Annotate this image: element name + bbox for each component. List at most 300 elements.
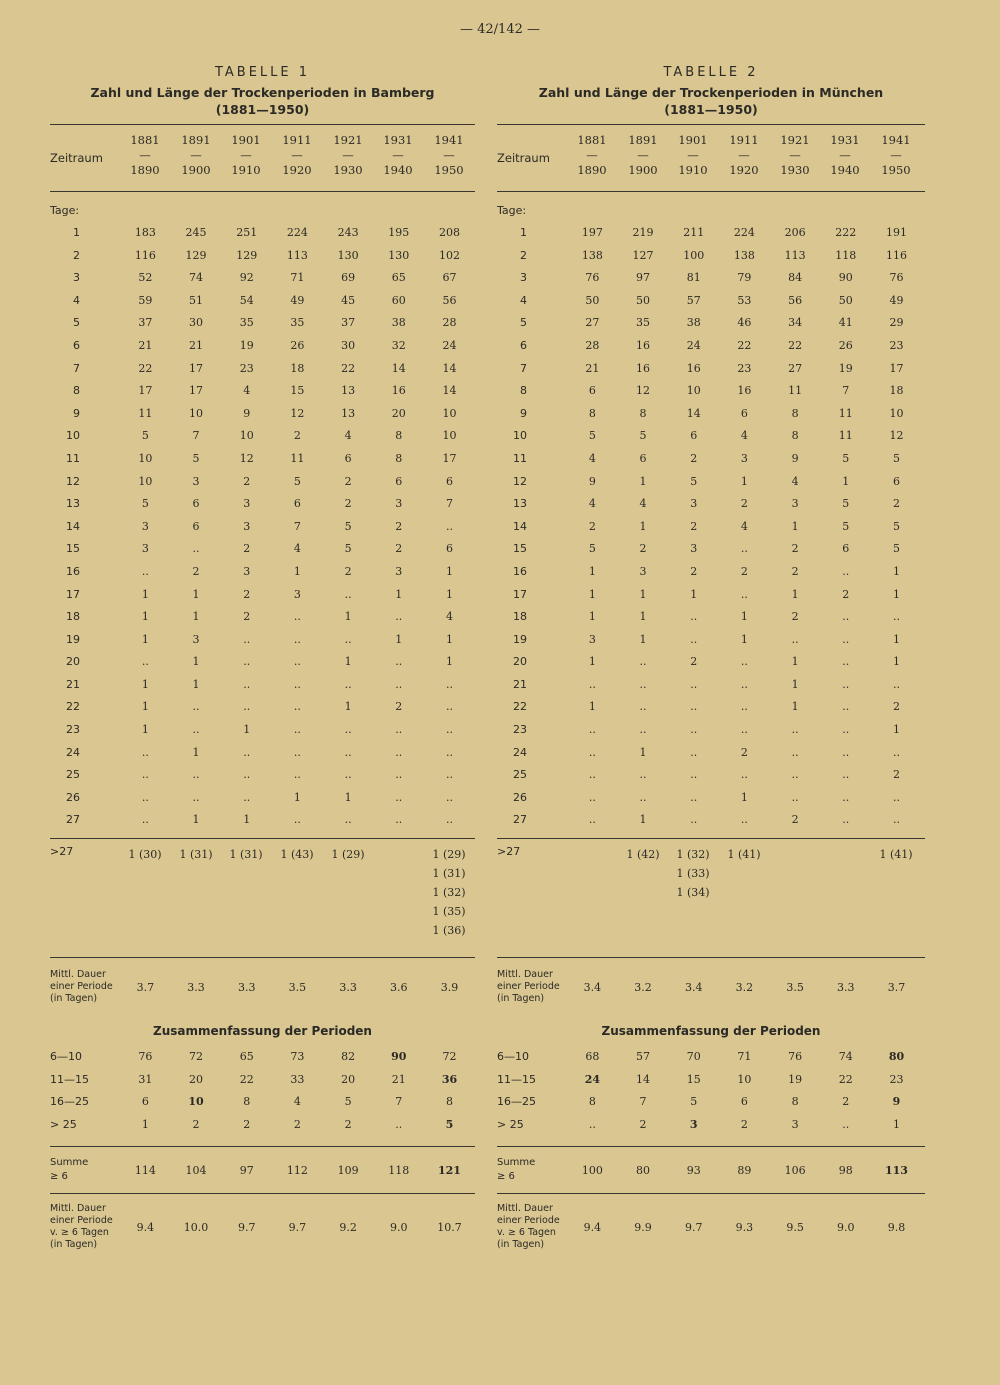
summary-value: 24 bbox=[584, 1072, 600, 1086]
row-count: .. bbox=[445, 768, 453, 782]
table-row bbox=[50, 425, 475, 448]
row-count: 5 bbox=[192, 451, 200, 465]
row-count: 3 bbox=[141, 519, 149, 533]
period-1901 bbox=[220, 133, 272, 178]
period-end: 1940 bbox=[383, 163, 413, 177]
gt27-label: >27 bbox=[497, 845, 521, 859]
mittl2-value: 9.4 bbox=[136, 1220, 155, 1234]
row-days: 8 bbox=[520, 384, 527, 398]
row-count: 1 bbox=[842, 474, 850, 488]
table-title bbox=[497, 84, 925, 124]
row-count: 2 bbox=[243, 474, 251, 488]
title-line-1: Zahl und Länge der Trockenperioden in München bbox=[538, 85, 884, 100]
row-count: 2 bbox=[690, 519, 698, 533]
summe-value: 106 bbox=[784, 1163, 806, 1177]
row-count: 7 bbox=[192, 429, 200, 443]
row-count: .. bbox=[445, 677, 453, 691]
row-count: 116 bbox=[134, 248, 156, 262]
zusammenfassung-title: Zusammenfassung der Perioden bbox=[601, 1024, 821, 1039]
tage-label: Tage: bbox=[497, 204, 527, 217]
summe-value: 118 bbox=[388, 1163, 410, 1177]
row-count: .. bbox=[690, 677, 698, 691]
row-count: 38 bbox=[686, 316, 701, 330]
row-count: 1 bbox=[740, 610, 748, 624]
row-count: .. bbox=[892, 745, 900, 759]
row-count: 1 bbox=[791, 587, 799, 601]
row-days: 16 bbox=[513, 564, 527, 578]
mittl-value: 3.4 bbox=[684, 980, 703, 994]
period-end: 1950 bbox=[881, 163, 911, 177]
row-count: 21 bbox=[138, 338, 153, 352]
row-count: 197 bbox=[581, 226, 603, 239]
summary-row bbox=[497, 1091, 925, 1114]
row-count: 7 bbox=[445, 497, 453, 511]
table-row bbox=[50, 471, 475, 494]
mittl-dauer-row bbox=[497, 958, 925, 1016]
gt27-entry: 1 (29) bbox=[331, 848, 365, 862]
row-count: 2 bbox=[740, 564, 748, 578]
row-count: .. bbox=[639, 700, 647, 714]
row-count: 2 bbox=[344, 564, 352, 578]
summary-value: 21 bbox=[391, 1072, 406, 1086]
mittl-value: 3.5 bbox=[786, 980, 804, 994]
summary-value: 76 bbox=[788, 1050, 803, 1064]
summary-value: 80 bbox=[888, 1050, 905, 1064]
title-line-2: (1881—1950) bbox=[664, 102, 758, 117]
row-count: 81 bbox=[686, 271, 701, 285]
period-start: 1921 bbox=[333, 133, 363, 147]
row-count: 2 bbox=[791, 813, 799, 827]
period-dash: — bbox=[687, 148, 699, 162]
row-count: 2 bbox=[892, 497, 900, 511]
table-row bbox=[50, 584, 475, 607]
gt27-entry: 1 (30) bbox=[128, 848, 162, 862]
row-count: 21 bbox=[189, 338, 204, 352]
row-days: 23 bbox=[513, 723, 527, 737]
row-count: .. bbox=[791, 632, 799, 646]
row-count: .. bbox=[842, 632, 850, 646]
mittl-value: 3.2 bbox=[735, 980, 754, 994]
mittl2-value: 9.8 bbox=[887, 1220, 906, 1234]
table-row bbox=[50, 290, 475, 313]
row-count: 130 bbox=[388, 248, 410, 262]
mittl-value: 3.3 bbox=[339, 980, 357, 994]
row-count: 1 bbox=[639, 813, 647, 827]
period-dash: — bbox=[392, 148, 404, 162]
row-count: 4 bbox=[445, 610, 453, 624]
row-count: .. bbox=[690, 745, 698, 759]
row-count: 30 bbox=[341, 338, 356, 352]
mittl-value: 3.3 bbox=[237, 980, 256, 994]
table-row bbox=[50, 516, 475, 539]
summary-range: 11—15 bbox=[497, 1072, 536, 1086]
row-days: 10 bbox=[513, 429, 527, 443]
mittl2-label-line: v. ≥ 6 Tagen bbox=[50, 1227, 109, 1239]
row-count: .. bbox=[588, 790, 596, 804]
summe-value: 114 bbox=[134, 1163, 156, 1177]
row-count: 2 bbox=[690, 564, 698, 578]
row-count: 222 bbox=[835, 226, 857, 239]
summe-label bbox=[50, 1156, 120, 1184]
row-count: .. bbox=[141, 745, 149, 759]
table-row bbox=[497, 696, 925, 719]
row-count: 5 bbox=[892, 451, 900, 465]
gt27-entry: 1 (36) bbox=[432, 924, 466, 938]
row-count: 5 bbox=[141, 429, 149, 443]
row-count: 11 bbox=[838, 429, 853, 443]
row-count: .. bbox=[293, 813, 301, 827]
row-count: 1 bbox=[588, 655, 596, 669]
row-count: .. bbox=[293, 655, 301, 669]
row-count: 1 bbox=[141, 587, 149, 601]
row-count: 76 bbox=[889, 271, 904, 285]
table-row bbox=[50, 245, 475, 268]
gt27-block bbox=[497, 839, 925, 957]
mittl2-value: 9.5 bbox=[786, 1220, 804, 1234]
mittl-dauer-6-row bbox=[497, 1194, 925, 1260]
row-days: 11 bbox=[513, 451, 527, 465]
row-count: 1 bbox=[690, 587, 698, 601]
period-1911 bbox=[271, 133, 323, 178]
row-count: .. bbox=[740, 813, 748, 827]
row-count: 5 bbox=[842, 519, 850, 533]
row-days: 21 bbox=[513, 677, 527, 691]
mittl2-value: 9.0 bbox=[837, 1220, 855, 1234]
row-count: 1 bbox=[639, 610, 647, 624]
summary-range: 11—15 bbox=[50, 1072, 89, 1086]
row-count: .. bbox=[842, 790, 850, 804]
row-count: .. bbox=[690, 813, 698, 827]
gt27-entry: 1 (29) bbox=[432, 848, 466, 862]
row-count: 7 bbox=[842, 384, 850, 398]
table-row bbox=[497, 290, 925, 313]
table-row bbox=[497, 335, 925, 358]
table-row bbox=[497, 742, 925, 765]
mittl-value: 3.7 bbox=[887, 980, 906, 994]
row-count: .. bbox=[690, 632, 698, 646]
row-count: 6 bbox=[639, 451, 647, 465]
row-days: 22 bbox=[513, 700, 527, 714]
table-row bbox=[50, 222, 475, 245]
row-count: 3 bbox=[588, 632, 596, 646]
row-days: 17 bbox=[66, 587, 80, 601]
row-count: 10 bbox=[442, 429, 457, 443]
row-count: 1 bbox=[639, 632, 647, 646]
row-count: .. bbox=[243, 790, 251, 804]
row-count: .. bbox=[892, 610, 900, 624]
row-count: 1 bbox=[445, 587, 453, 601]
row-days: 26 bbox=[66, 790, 80, 804]
row-count: 16 bbox=[737, 384, 752, 398]
summary-value: 74 bbox=[838, 1050, 853, 1064]
table-row bbox=[497, 787, 925, 810]
summary-value: 31 bbox=[138, 1072, 153, 1086]
mittl2-value: 10.7 bbox=[437, 1220, 462, 1234]
gt27-entry: 1 (31) bbox=[179, 848, 213, 862]
row-count: 1 bbox=[892, 655, 900, 669]
summary-value: 22 bbox=[239, 1072, 254, 1086]
mittl-label-line: (in Tagen) bbox=[497, 993, 545, 1005]
row-count: .. bbox=[842, 677, 850, 691]
summe-value: 112 bbox=[286, 1163, 308, 1177]
row-days: 19 bbox=[513, 632, 527, 646]
row-count: .. bbox=[192, 768, 200, 782]
period-end: 1950 bbox=[434, 163, 464, 177]
summary-value: 76 bbox=[138, 1050, 153, 1064]
row-count: 6 bbox=[740, 406, 748, 420]
row-count: 11 bbox=[788, 384, 803, 398]
row-count: .. bbox=[293, 745, 301, 759]
summary-value: 2 bbox=[192, 1117, 200, 1131]
row-count: 65 bbox=[391, 271, 406, 285]
row-count: .. bbox=[588, 723, 596, 737]
table-label: TABELLE 2 bbox=[663, 65, 759, 80]
summary-row bbox=[50, 1114, 475, 1137]
period-start: 1891 bbox=[181, 133, 211, 147]
row-count: 10 bbox=[686, 384, 701, 398]
mittl-value: 3.5 bbox=[288, 980, 307, 994]
summary-value: 3 bbox=[689, 1117, 698, 1131]
row-count: 2 bbox=[192, 564, 200, 578]
row-count: .. bbox=[842, 768, 850, 782]
summary-value: 1 bbox=[141, 1117, 149, 1131]
summary-value: 90 bbox=[391, 1050, 407, 1064]
period-start: 1881 bbox=[577, 133, 607, 147]
mittl-dauer-6-row bbox=[50, 1194, 475, 1260]
period-dash: — bbox=[738, 148, 750, 162]
row-count: 219 bbox=[632, 226, 654, 239]
row-count: 6 bbox=[344, 451, 352, 465]
row-count: 6 bbox=[192, 497, 200, 511]
row-count: 24 bbox=[442, 338, 457, 352]
mittl2-label-line: v. ≥ 6 Tagen bbox=[497, 1227, 556, 1239]
summary-value: 9 bbox=[892, 1095, 901, 1109]
table-row bbox=[50, 561, 475, 584]
summe-label-line: ≥ 6 bbox=[50, 1171, 68, 1183]
row-count: 5 bbox=[588, 542, 596, 556]
mittl-value: 3.4 bbox=[583, 980, 602, 994]
row-count: 10 bbox=[239, 429, 254, 443]
mittl2-label-line: (in Tagen) bbox=[50, 1239, 98, 1251]
row-count: .. bbox=[344, 632, 352, 646]
row-count: .. bbox=[293, 677, 301, 691]
row-count: 2 bbox=[892, 700, 900, 714]
row-days: 2 bbox=[73, 248, 80, 262]
summary-range: 6—10 bbox=[50, 1050, 82, 1064]
gt27-entry: 1 (34) bbox=[676, 886, 710, 900]
row-count: .. bbox=[293, 768, 301, 782]
row-count: 35 bbox=[290, 316, 305, 330]
period-1911 bbox=[718, 133, 770, 178]
period-dash: — bbox=[240, 148, 252, 162]
gt27-block bbox=[50, 839, 475, 957]
row-count: 4 bbox=[344, 429, 352, 443]
row-count: 26 bbox=[838, 338, 853, 352]
table-row bbox=[50, 629, 475, 652]
row-count: 1 bbox=[639, 745, 647, 759]
summary-value: 2 bbox=[344, 1117, 352, 1131]
row-count: 1 bbox=[141, 632, 149, 646]
row-count: 50 bbox=[585, 293, 600, 307]
row-days: 15 bbox=[513, 542, 527, 556]
row-count: 8 bbox=[791, 429, 799, 443]
summary-value: 20 bbox=[341, 1072, 356, 1086]
row-count: 2 bbox=[892, 768, 900, 782]
row-days: 22 bbox=[66, 700, 80, 714]
row-count: 4 bbox=[293, 542, 301, 556]
row-count: 3 bbox=[740, 451, 748, 465]
row-count: .. bbox=[842, 655, 850, 669]
period-start: 1911 bbox=[729, 133, 759, 147]
table-row bbox=[497, 471, 925, 494]
table-row bbox=[50, 674, 475, 697]
row-count: .. bbox=[192, 723, 200, 737]
row-count: 1 bbox=[791, 677, 799, 691]
summary-value: 8 bbox=[243, 1095, 251, 1109]
period-1891 bbox=[170, 133, 222, 178]
summary-value: 82 bbox=[341, 1050, 356, 1064]
summary-value: 72 bbox=[442, 1050, 457, 1064]
row-count: 52 bbox=[138, 271, 153, 285]
row-days: 14 bbox=[66, 519, 80, 533]
row-days: 7 bbox=[520, 361, 527, 375]
summary-value: 2 bbox=[293, 1117, 301, 1131]
row-days: 18 bbox=[66, 610, 80, 624]
row-count: .. bbox=[842, 723, 850, 737]
row-count: 59 bbox=[138, 293, 153, 307]
table-row bbox=[50, 335, 475, 358]
row-count: .. bbox=[445, 790, 453, 804]
row-count: .. bbox=[445, 519, 453, 533]
row-count: .. bbox=[344, 745, 352, 759]
row-count: 2 bbox=[395, 519, 403, 533]
row-count: 17 bbox=[889, 361, 904, 375]
summe-value: 100 bbox=[581, 1163, 603, 1177]
row-count: .. bbox=[395, 723, 403, 737]
mittl2-label-line: (in Tagen) bbox=[497, 1239, 545, 1251]
table-row bbox=[50, 696, 475, 719]
row-count: .. bbox=[842, 700, 850, 714]
summary-value: 2 bbox=[639, 1117, 647, 1131]
row-count: 3 bbox=[243, 497, 251, 511]
table-row bbox=[497, 606, 925, 629]
row-count: 1 bbox=[740, 790, 748, 804]
row-days: 5 bbox=[520, 316, 527, 330]
row-count: 32 bbox=[391, 338, 406, 352]
row-count: 208 bbox=[438, 226, 460, 239]
row-count: .. bbox=[791, 768, 799, 782]
row-count: 46 bbox=[737, 316, 752, 330]
gt27-entry: 1 (41) bbox=[727, 848, 761, 862]
row-count: 1 bbox=[243, 723, 251, 737]
summe-value: 121 bbox=[437, 1163, 461, 1177]
row-count: 41 bbox=[838, 316, 853, 330]
column-header bbox=[497, 125, 925, 191]
row-count: 206 bbox=[784, 226, 806, 239]
summary-range: 16—25 bbox=[50, 1095, 89, 1109]
row-count: 50 bbox=[838, 293, 853, 307]
row-count: 1 bbox=[791, 655, 799, 669]
row-count: 5 bbox=[892, 519, 900, 533]
row-count: 1 bbox=[892, 587, 900, 601]
row-days: 15 bbox=[66, 542, 80, 556]
row-count: 1 bbox=[892, 723, 900, 737]
summary-value: 68 bbox=[585, 1050, 600, 1064]
row-days: 6 bbox=[73, 338, 80, 352]
summary-value: 2 bbox=[842, 1095, 850, 1109]
row-days: 6 bbox=[520, 338, 527, 352]
summary-row bbox=[497, 1114, 925, 1137]
row-count: 138 bbox=[581, 248, 603, 262]
row-count: 1 bbox=[588, 700, 596, 714]
period-start: 1941 bbox=[881, 133, 911, 147]
summe-value: 97 bbox=[239, 1163, 254, 1177]
zusammenfassung-title: Zusammenfassung der Perioden bbox=[153, 1024, 372, 1039]
summary-value: 65 bbox=[239, 1050, 254, 1064]
mittl2-label-line: einer Periode bbox=[50, 1215, 113, 1227]
gt27-entry: 1 (31) bbox=[229, 848, 263, 862]
mittl2-value: 9.4 bbox=[583, 1220, 602, 1234]
row-count: 1 bbox=[639, 519, 647, 533]
row-count: 4 bbox=[791, 474, 799, 488]
row-count: 14 bbox=[442, 384, 457, 398]
period-1931 bbox=[372, 133, 424, 178]
row-count: .. bbox=[243, 700, 251, 714]
row-count: 3 bbox=[192, 474, 200, 488]
period-dash: — bbox=[291, 148, 303, 162]
row-count: 3 bbox=[293, 587, 301, 601]
period-1941 bbox=[423, 133, 475, 178]
period-end: 1900 bbox=[628, 163, 658, 177]
row-count: 127 bbox=[632, 248, 654, 262]
summary-value: 5 bbox=[445, 1117, 454, 1131]
row-days: 1 bbox=[520, 226, 527, 239]
row-count: 6 bbox=[395, 474, 403, 488]
row-count: .. bbox=[842, 745, 850, 759]
row-days: 11 bbox=[66, 451, 80, 465]
row-count: 16 bbox=[636, 361, 651, 375]
row-count: 4 bbox=[740, 429, 748, 443]
row-count: 1 bbox=[344, 655, 352, 669]
row-count: 56 bbox=[788, 293, 803, 307]
table-row bbox=[497, 561, 925, 584]
summary-value: 5 bbox=[690, 1095, 698, 1109]
row-count: .. bbox=[740, 542, 748, 556]
period-1901 bbox=[667, 133, 719, 178]
table-row bbox=[50, 312, 475, 335]
summary-value: 2 bbox=[243, 1117, 251, 1131]
table-row bbox=[50, 787, 475, 810]
row-days: 2 bbox=[520, 248, 527, 262]
row-count: 5 bbox=[690, 474, 698, 488]
row-count: 3 bbox=[690, 542, 698, 556]
row-count: 8 bbox=[395, 429, 403, 443]
row-count: .. bbox=[395, 790, 403, 804]
summary-row bbox=[50, 1046, 475, 1069]
period-dash: — bbox=[890, 148, 902, 162]
summary-value: 5 bbox=[344, 1095, 352, 1109]
row-count: .. bbox=[690, 768, 698, 782]
row-count: 10 bbox=[442, 406, 457, 420]
summe-row bbox=[497, 1147, 925, 1193]
row-count: 4 bbox=[639, 497, 647, 511]
row-count: .. bbox=[344, 813, 352, 827]
row-count: .. bbox=[395, 655, 403, 669]
row-count: 243 bbox=[337, 226, 359, 239]
row-count: 56 bbox=[442, 293, 457, 307]
mittl-value: 3.2 bbox=[634, 980, 652, 994]
row-count: .. bbox=[639, 768, 647, 782]
